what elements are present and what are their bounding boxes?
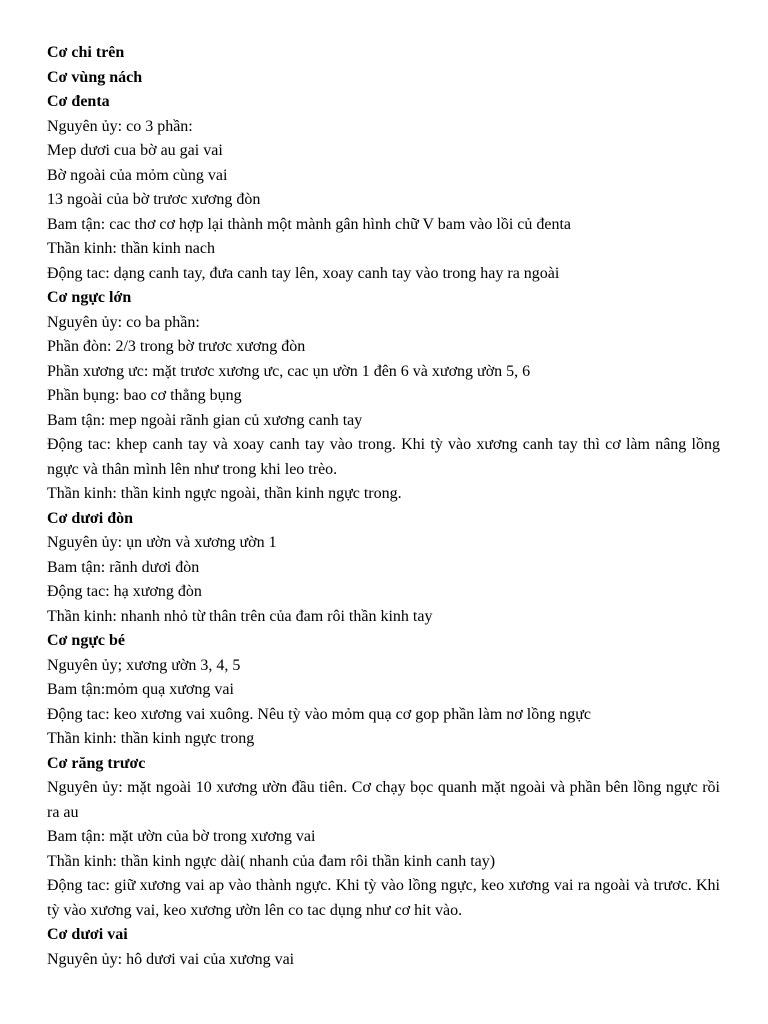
text-line: Bam tận: cac thơ cơ hợp lại thành một mành gân hình chữ V bam vào lồi củ đenta (47, 215, 572, 233)
text-line: Thần kinh: thần kinh ngực ngoài, thần kinh ngực trong. (47, 485, 402, 502)
text-line: Thần kinh: thần kinh ngực trong (47, 730, 255, 747)
muscle-heading: Cơ ngực lớn (47, 289, 132, 306)
text-line: Bam tận: rãnh dươi đòn (47, 558, 200, 576)
document-page (47, 41, 720, 972)
text-line: Nguyên ủy: co ba phần: (47, 313, 200, 331)
muscle-heading: Cơ dươi đòn (47, 509, 134, 527)
text-line: 13 ngoài của bờ trươc xương đòn (47, 191, 261, 208)
text-line: Phần đòn: 2/3 trong bờ trươc xương đòn (47, 338, 306, 355)
text-line: Nguyên ủy; xương ườn 3, 4, 5 (47, 656, 241, 674)
text-paragraph: Nguyên ủy: mặt ngoài 10 xương ườn đầu tiên. Cơ chạy bọc quanh mặt ngoài và phần bên lồng ngực rồi ra au (47, 779, 720, 821)
text-line: Phần bụng: bao cơ thẳng bụng (47, 387, 242, 404)
muscle-heading: Cơ ngực bé (47, 632, 126, 649)
text-line: Phần xương ưc: mặt trươc xương ưc, cac ụn ườn 1 đên 6 và xương ườn 5, 6 (47, 362, 531, 380)
text-line: Nguyên ủy: co 3 phần: (47, 117, 193, 135)
text-paragraph: Động tac: khep canh tay và xoay canh tay vào trong. Khi tỳ vào xương canh tay thì cơ làm nâng lồng ngực và thân mình lên như trong khi leo trèo. (47, 436, 720, 478)
muscle-heading: Cơ đenta (47, 93, 110, 110)
text-line: Bờ ngoài của mỏm cùng vai (47, 166, 228, 184)
section-heading: Cơ chi trên (47, 44, 125, 61)
text-line: Mep dươi cua bờ au gai vai (47, 142, 223, 159)
text-line: Bam tận:mỏm quạ xương vai (47, 681, 234, 698)
muscle-heading: Cơ răng trươc (47, 754, 146, 772)
text-line: Động tac: keo xương vai xuông. Nêu tỳ vào mỏm quạ cơ gop phần làm nơ lồng ngực (47, 705, 591, 723)
text-line: Nguyên ủy: ụn ườn và xương ườn 1 (47, 534, 277, 551)
text-line: Bam tận: mặt ườn của bờ trong xương vai (47, 828, 316, 845)
text-line: Động tac: hạ xương đòn (47, 583, 202, 600)
text-line: Động tac: dạng canh tay, đưa canh tay lên, xoay canh tay vào trong hay ra ngoài (47, 264, 560, 282)
text-line: Thần kinh: thần kinh nach (47, 240, 215, 257)
text-paragraph: Động tac: giữ xương vai ap vào thành ngực. Khi tỳ vào lồng ngực, keo xương vai ra ngoài và trươc. Khi tỳ vào xương vai, keo xương ườn lên co tac dụng như cơ hit vào. (47, 877, 720, 919)
section-heading: Cơ vùng nách (47, 68, 143, 86)
text-line: Bam tận: mep ngoài rãnh gian củ xương canh tay (47, 411, 363, 429)
muscle-heading: Cơ dươi vai (47, 926, 128, 943)
text-line: Nguyên ủy: hô dươi vai của xương vai (47, 950, 295, 968)
text-line: Thần kinh: thần kinh ngực dài( nhanh của đam rôi thần kinh canh tay) (47, 852, 496, 870)
text-line: Thần kinh: nhanh nhỏ từ thân trên của đam rôi thần kinh tay (47, 607, 433, 625)
